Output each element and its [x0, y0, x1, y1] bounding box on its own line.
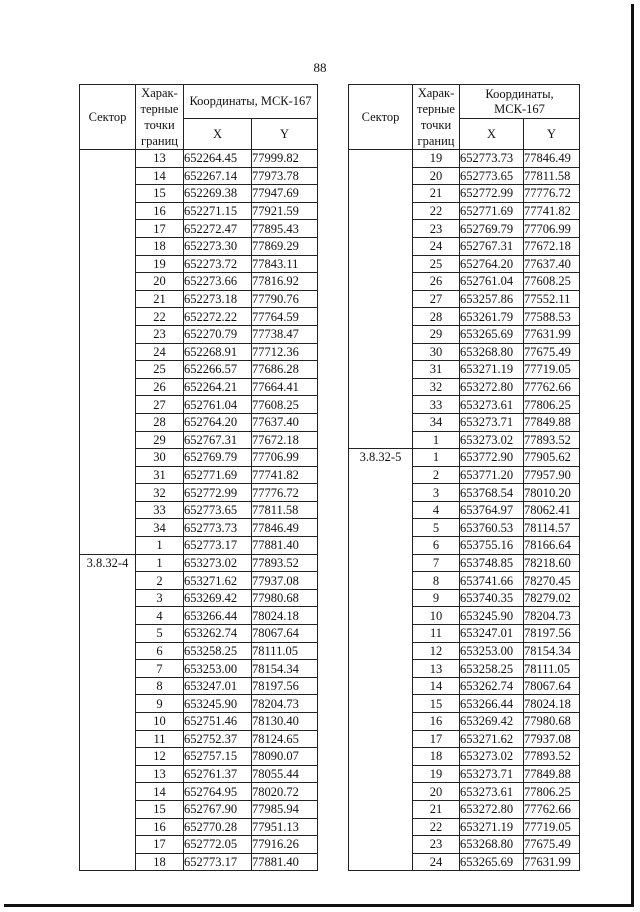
- point-number-cell: 34: [136, 519, 184, 537]
- x-coordinate-cell: 652267.14: [184, 167, 252, 185]
- x-coordinate-cell: 653764.97: [460, 501, 524, 519]
- x-coordinate-cell: 652269.38: [184, 185, 252, 203]
- point-number-cell: 21: [136, 290, 184, 308]
- y-coordinate-cell: 78024.18: [252, 607, 318, 625]
- y-coordinate-cell: 77631.99: [524, 325, 580, 343]
- y-coordinate-cell: 77686.28: [252, 361, 318, 379]
- point-number-cell: 20: [136, 273, 184, 291]
- y-coordinate-cell: 78154.34: [252, 660, 318, 678]
- point-number-cell: 13: [413, 660, 460, 678]
- point-number-cell: 17: [136, 220, 184, 238]
- y-coordinate-cell: 78204.73: [252, 695, 318, 713]
- y-header: Y: [524, 119, 580, 150]
- point-number-cell: 19: [136, 255, 184, 273]
- point-number-cell: 3: [136, 589, 184, 607]
- point-number-cell: 14: [413, 677, 460, 695]
- x-coordinate-cell: 653266.44: [460, 695, 524, 713]
- x-coordinate-cell: 653272.80: [460, 800, 524, 818]
- y-coordinate-cell: 77790.76: [252, 290, 318, 308]
- x-coordinate-cell: 652271.15: [184, 202, 252, 220]
- y-coordinate-cell: 77905.62: [524, 449, 580, 467]
- point-number-cell: 20: [413, 783, 460, 801]
- point-number-cell: 34: [413, 413, 460, 431]
- x-coordinate-cell: 652772.99: [184, 484, 252, 502]
- y-coordinate-cell: 77719.05: [524, 818, 580, 836]
- point-number-cell: 23: [413, 220, 460, 238]
- y-coordinate-cell: 77552.11: [524, 290, 580, 308]
- x-coordinate-cell: 652773.73: [460, 150, 524, 168]
- point-number-cell: 5: [136, 625, 184, 643]
- point-number-cell: 10: [413, 607, 460, 625]
- y-coordinate-cell: 77985.94: [252, 800, 318, 818]
- x-coordinate-cell: 652752.37: [184, 730, 252, 748]
- point-number-cell: 31: [136, 466, 184, 484]
- x-coordinate-cell: 652764.95: [184, 783, 252, 801]
- y-coordinate-cell: 77741.82: [252, 466, 318, 484]
- x-coordinate-cell: 652268.91: [184, 343, 252, 361]
- x-coordinate-cell: 652272.47: [184, 220, 252, 238]
- x-coordinate-cell: 653755.16: [460, 537, 524, 555]
- y-coordinate-cell: 77846.49: [524, 150, 580, 168]
- y-coordinate-cell: 78197.56: [252, 677, 318, 695]
- y-coordinate-cell: 77921.59: [252, 202, 318, 220]
- x-coordinate-cell: 652264.21: [184, 378, 252, 396]
- y-coordinate-cell: 77741.82: [524, 202, 580, 220]
- x-coordinate-cell: 652266.57: [184, 361, 252, 379]
- sector-header: Сектор: [349, 85, 413, 150]
- y-coordinate-cell: 78010.20: [524, 484, 580, 502]
- y-coordinate-cell: 77937.08: [524, 730, 580, 748]
- y-coordinate-cell: 78130.40: [252, 713, 318, 731]
- x-coordinate-cell: 652270.79: [184, 325, 252, 343]
- y-coordinate-cell: 77951.13: [252, 818, 318, 836]
- point-number-cell: 17: [413, 730, 460, 748]
- point-number-cell: 14: [136, 783, 184, 801]
- x-coordinate-cell: 652764.20: [184, 413, 252, 431]
- y-coordinate-cell: 77843.11: [252, 255, 318, 273]
- y-coordinate-cell: 77881.40: [252, 853, 318, 871]
- x-coordinate-cell: 653269.42: [184, 589, 252, 607]
- y-coordinate-cell: 77980.68: [524, 713, 580, 731]
- point-number-cell: 24: [136, 343, 184, 361]
- point-number-cell: 15: [136, 185, 184, 203]
- y-coordinate-cell: 77631.99: [524, 853, 580, 871]
- y-coordinate-cell: 77664.41: [252, 378, 318, 396]
- point-number-cell: 23: [136, 325, 184, 343]
- x-coordinate-cell: 652767.90: [184, 800, 252, 818]
- x-coordinate-cell: 652751.46: [184, 713, 252, 731]
- point-number-cell: 12: [413, 642, 460, 660]
- sector-header: Сектор: [80, 85, 136, 150]
- point-number-cell: 4: [413, 501, 460, 519]
- point-number-cell: 29: [413, 325, 460, 343]
- point-number-cell: 28: [413, 308, 460, 326]
- point-number-cell: 21: [413, 800, 460, 818]
- y-coordinate-cell: 77893.52: [252, 554, 318, 572]
- x-coordinate-cell: 653273.71: [460, 413, 524, 431]
- coordinates-header: Координаты, МСК-167: [184, 85, 318, 119]
- y-coordinate-cell: 77738.47: [252, 325, 318, 343]
- x-coordinate-cell: 652764.20: [460, 255, 524, 273]
- y-coordinate-cell: 78154.34: [524, 642, 580, 660]
- y-coordinate-cell: 77869.29: [252, 237, 318, 255]
- point-number-cell: 1: [413, 431, 460, 449]
- x-coordinate-cell: 653271.19: [460, 818, 524, 836]
- y-coordinate-cell: 77719.05: [524, 361, 580, 379]
- x-coordinate-cell: 653253.00: [184, 660, 252, 678]
- x-coordinate-cell: 653273.02: [460, 431, 524, 449]
- sector-cell: 3.8.32-5: [349, 449, 413, 871]
- point-number-cell: 11: [136, 730, 184, 748]
- point-number-cell: 23: [413, 836, 460, 854]
- point-number-cell: 7: [413, 554, 460, 572]
- point-number-cell: 24: [413, 853, 460, 871]
- y-coordinate-cell: 77811.58: [524, 167, 580, 185]
- coordinates-table-left: [79, 84, 318, 871]
- point-number-cell: 7: [136, 660, 184, 678]
- x-coordinate-cell: 652273.72: [184, 255, 252, 273]
- y-coordinate-cell: 77776.72: [252, 484, 318, 502]
- point-number-cell: 2: [413, 466, 460, 484]
- y-coordinate-cell: 78024.18: [524, 695, 580, 713]
- x-coordinate-cell: 652761.37: [184, 765, 252, 783]
- y-coordinate-cell: 78020.72: [252, 783, 318, 801]
- x-coordinate-cell: 652772.99: [460, 185, 524, 203]
- y-coordinate-cell: 77980.68: [252, 589, 318, 607]
- x-coordinate-cell: 652264.45: [184, 150, 252, 168]
- y-coordinate-cell: 77588.53: [524, 308, 580, 326]
- x-coordinate-cell: 653266.44: [184, 607, 252, 625]
- point-number-cell: 25: [136, 361, 184, 379]
- y-coordinate-cell: 77637.40: [252, 413, 318, 431]
- point-number-cell: 26: [413, 273, 460, 291]
- y-coordinate-cell: 78124.65: [252, 730, 318, 748]
- x-coordinate-cell: 653247.01: [184, 677, 252, 695]
- point-number-cell: 3: [413, 484, 460, 502]
- point-number-cell: 8: [136, 677, 184, 695]
- x-coordinate-cell: 653258.25: [184, 642, 252, 660]
- y-coordinate-cell: 77846.49: [252, 519, 318, 537]
- coordinates-table-right: [348, 84, 580, 871]
- x-coordinate-cell: 652273.18: [184, 290, 252, 308]
- y-coordinate-cell: 77672.18: [524, 237, 580, 255]
- x-coordinate-cell: 653772.90: [460, 449, 524, 467]
- y-coordinate-cell: 78111.05: [524, 660, 580, 678]
- x-coordinate-cell: 653265.69: [460, 325, 524, 343]
- table-row: [349, 449, 580, 467]
- y-coordinate-cell: 77893.52: [524, 431, 580, 449]
- point-number-cell: 26: [136, 378, 184, 396]
- point-number-cell: 27: [136, 396, 184, 414]
- y-coordinate-cell: 77849.88: [524, 765, 580, 783]
- point-number-cell: 21: [413, 185, 460, 203]
- x-coordinate-cell: 653262.74: [184, 625, 252, 643]
- y-coordinate-cell: 78090.07: [252, 748, 318, 766]
- point-number-cell: 22: [413, 818, 460, 836]
- y-coordinate-cell: 78111.05: [252, 642, 318, 660]
- point-number-cell: 8: [413, 572, 460, 590]
- point-number-cell: 10: [136, 713, 184, 731]
- point-number-cell: 9: [413, 589, 460, 607]
- y-coordinate-cell: 77762.66: [524, 800, 580, 818]
- x-coordinate-cell: 652769.79: [460, 220, 524, 238]
- x-coordinate-cell: 652770.28: [184, 818, 252, 836]
- sector-cell: [349, 150, 413, 449]
- point-number-cell: 1: [136, 537, 184, 555]
- point-number-cell: 2: [136, 572, 184, 590]
- x-coordinate-cell: 652771.69: [184, 466, 252, 484]
- point-number-cell: 18: [136, 853, 184, 871]
- point-number-cell: 18: [413, 748, 460, 766]
- y-coordinate-cell: 78055.44: [252, 765, 318, 783]
- x-coordinate-cell: 652773.17: [184, 853, 252, 871]
- y-coordinate-cell: 77608.25: [524, 273, 580, 291]
- y-coordinate-cell: 78067.64: [252, 625, 318, 643]
- x-coordinate-cell: 652273.30: [184, 237, 252, 255]
- y-coordinate-cell: 77764.59: [252, 308, 318, 326]
- x-coordinate-cell: 653768.54: [460, 484, 524, 502]
- x-coordinate-cell: 653247.01: [460, 625, 524, 643]
- y-coordinate-cell: 77706.99: [252, 449, 318, 467]
- y-coordinate-cell: 77608.25: [252, 396, 318, 414]
- y-coordinate-cell: 77849.88: [524, 413, 580, 431]
- point-number-cell: 1: [413, 449, 460, 467]
- point-number-cell: 32: [413, 378, 460, 396]
- point-number-cell: 19: [413, 765, 460, 783]
- point-number-cell: 22: [136, 308, 184, 326]
- x-coordinate-cell: 653273.61: [460, 396, 524, 414]
- point-number-cell: 1: [136, 554, 184, 572]
- y-coordinate-cell: 77893.52: [524, 748, 580, 766]
- x-coordinate-cell: 653258.25: [460, 660, 524, 678]
- y-coordinate-cell: 77806.25: [524, 396, 580, 414]
- y-coordinate-cell: 78204.73: [524, 607, 580, 625]
- point-number-cell: 25: [413, 255, 460, 273]
- y-coordinate-cell: 77999.82: [252, 150, 318, 168]
- y-coordinate-cell: 77816.92: [252, 273, 318, 291]
- x-coordinate-cell: 653273.71: [460, 765, 524, 783]
- x-coordinate-cell: 653272.80: [460, 378, 524, 396]
- x-coordinate-cell: 652773.17: [184, 537, 252, 555]
- x-coordinate-cell: 652767.31: [184, 431, 252, 449]
- characteristic-points-header: Харак-терные точки границ: [136, 85, 184, 150]
- point-number-cell: 19: [413, 150, 460, 168]
- x-coordinate-cell: 653271.62: [460, 730, 524, 748]
- table-row: [80, 554, 318, 572]
- point-number-cell: 22: [413, 202, 460, 220]
- x-coordinate-cell: 653760.53: [460, 519, 524, 537]
- y-coordinate-cell: 77776.72: [524, 185, 580, 203]
- y-header: Y: [252, 119, 318, 150]
- x-coordinate-cell: 652761.04: [184, 396, 252, 414]
- x-coordinate-cell: 653748.85: [460, 554, 524, 572]
- point-number-cell: 20: [413, 167, 460, 185]
- point-number-cell: 16: [136, 818, 184, 836]
- y-coordinate-cell: 78279.02: [524, 589, 580, 607]
- y-coordinate-cell: 78270.45: [524, 572, 580, 590]
- x-coordinate-cell: 653271.62: [184, 572, 252, 590]
- x-coordinate-cell: 653262.74: [460, 677, 524, 695]
- y-coordinate-cell: 77937.08: [252, 572, 318, 590]
- y-coordinate-cell: 77672.18: [252, 431, 318, 449]
- y-coordinate-cell: 78197.56: [524, 625, 580, 643]
- point-number-cell: 32: [136, 484, 184, 502]
- point-number-cell: 30: [413, 343, 460, 361]
- point-number-cell: 13: [136, 150, 184, 168]
- point-number-cell: 15: [413, 695, 460, 713]
- point-number-cell: 6: [413, 537, 460, 555]
- y-coordinate-cell: 78218.60: [524, 554, 580, 572]
- y-coordinate-cell: 77712.36: [252, 343, 318, 361]
- x-coordinate-cell: 652772.05: [184, 836, 252, 854]
- x-coordinate-cell: 652769.79: [184, 449, 252, 467]
- y-coordinate-cell: 77637.40: [524, 255, 580, 273]
- x-coordinate-cell: 653257.86: [460, 290, 524, 308]
- x-coordinate-cell: 653771.20: [460, 466, 524, 484]
- x-coordinate-cell: 653245.90: [184, 695, 252, 713]
- y-coordinate-cell: 77947.69: [252, 185, 318, 203]
- x-coordinate-cell: 653253.00: [460, 642, 524, 660]
- point-number-cell: 18: [136, 237, 184, 255]
- point-number-cell: 29: [136, 431, 184, 449]
- x-coordinate-cell: 653268.80: [460, 836, 524, 854]
- x-coordinate-cell: 653273.61: [460, 783, 524, 801]
- y-coordinate-cell: 77675.49: [524, 343, 580, 361]
- x-header: X: [460, 119, 524, 150]
- x-coordinate-cell: 653273.02: [460, 748, 524, 766]
- y-coordinate-cell: 77806.25: [524, 783, 580, 801]
- point-number-cell: 12: [136, 748, 184, 766]
- point-number-cell: 17: [136, 836, 184, 854]
- point-number-cell: 33: [136, 501, 184, 519]
- point-number-cell: 13: [136, 765, 184, 783]
- x-coordinate-cell: 652761.04: [460, 273, 524, 291]
- table-row: [80, 150, 318, 168]
- y-coordinate-cell: 77706.99: [524, 220, 580, 238]
- y-coordinate-cell: 77881.40: [252, 537, 318, 555]
- x-coordinate-cell: 653273.02: [184, 554, 252, 572]
- sector-cell: [80, 150, 136, 555]
- sector-cell: 3.8.32-4: [80, 554, 136, 871]
- point-number-cell: 16: [413, 713, 460, 731]
- x-coordinate-cell: 652773.65: [184, 501, 252, 519]
- y-coordinate-cell: 77957.90: [524, 466, 580, 484]
- y-coordinate-cell: 78114.57: [524, 519, 580, 537]
- x-coordinate-cell: 653245.90: [460, 607, 524, 625]
- x-coordinate-cell: 652767.31: [460, 237, 524, 255]
- x-coordinate-cell: 653261.79: [460, 308, 524, 326]
- x-coordinate-cell: 653740.35: [460, 589, 524, 607]
- point-number-cell: 6: [136, 642, 184, 660]
- x-coordinate-cell: 652771.69: [460, 202, 524, 220]
- y-coordinate-cell: 77916.26: [252, 836, 318, 854]
- point-number-cell: 4: [136, 607, 184, 625]
- coordinates-header: Координаты, МСК-167: [460, 85, 580, 119]
- x-coordinate-cell: 652773.65: [460, 167, 524, 185]
- point-number-cell: 14: [136, 167, 184, 185]
- point-number-cell: 30: [136, 449, 184, 467]
- x-coordinate-cell: 653268.80: [460, 343, 524, 361]
- y-coordinate-cell: 77811.58: [252, 501, 318, 519]
- x-coordinate-cell: 653269.42: [460, 713, 524, 731]
- x-header: X: [184, 119, 252, 150]
- characteristic-points-header: Харак-терные точки границ: [413, 85, 460, 150]
- y-coordinate-cell: 77675.49: [524, 836, 580, 854]
- point-number-cell: 15: [136, 800, 184, 818]
- point-number-cell: 33: [413, 396, 460, 414]
- page-number: 88: [313, 60, 327, 75]
- table-row: [349, 150, 580, 168]
- y-coordinate-cell: 77762.66: [524, 378, 580, 396]
- x-coordinate-cell: 653271.19: [460, 361, 524, 379]
- x-coordinate-cell: 653741.66: [460, 572, 524, 590]
- point-number-cell: 9: [136, 695, 184, 713]
- y-coordinate-cell: 77973.78: [252, 167, 318, 185]
- x-coordinate-cell: 652273.66: [184, 273, 252, 291]
- y-coordinate-cell: 77895.43: [252, 220, 318, 238]
- x-coordinate-cell: 652773.73: [184, 519, 252, 537]
- x-coordinate-cell: 652272.22: [184, 308, 252, 326]
- y-coordinate-cell: 78166.64: [524, 537, 580, 555]
- y-coordinate-cell: 78062.41: [524, 501, 580, 519]
- point-number-cell: 31: [413, 361, 460, 379]
- point-number-cell: 11: [413, 625, 460, 643]
- point-number-cell: 27: [413, 290, 460, 308]
- point-number-cell: 16: [136, 202, 184, 220]
- x-coordinate-cell: 652757.15: [184, 748, 252, 766]
- x-coordinate-cell: 653265.69: [460, 853, 524, 871]
- y-coordinate-cell: 78067.64: [524, 677, 580, 695]
- point-number-cell: 24: [413, 237, 460, 255]
- point-number-cell: 5: [413, 519, 460, 537]
- point-number-cell: 28: [136, 413, 184, 431]
